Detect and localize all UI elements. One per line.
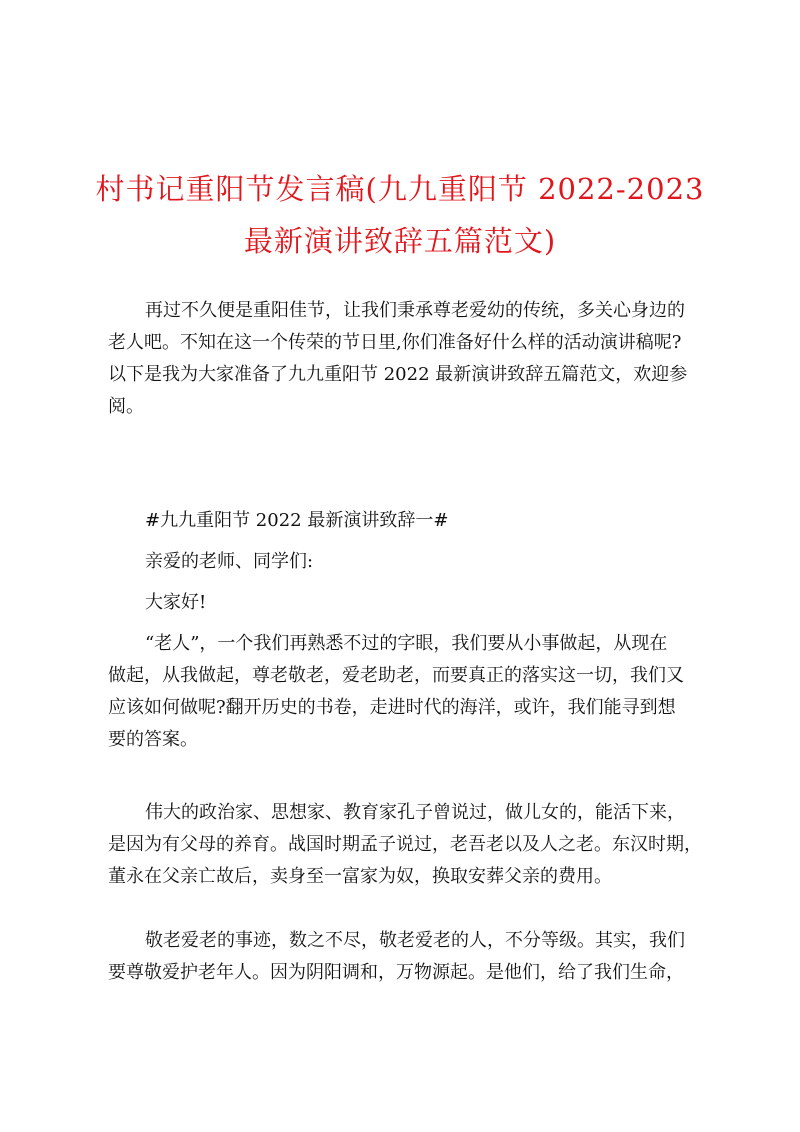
paragraph-1-line-3: 应该如何做呢?翻开历史的书卷，走进时代的海洋，或许，我们能寻到想 — [108, 697, 676, 718]
paragraph-1-line-2: 做起，从我做起，尊老敬老，爱老助老，而要真正的落实这一切，我们又 — [108, 665, 684, 686]
paragraph-2-line-2: 是因为有父母的养育。战国时期孟子说过，老吾老以及人之老。东汉时期， — [108, 834, 702, 855]
document-title-line-2: 最新演讲致辞五篇范文) — [243, 224, 557, 258]
paragraph-1-line-4: 要的答案。 — [108, 729, 198, 750]
paragraph-3 — [108, 925, 708, 989]
greeting: 大家好! — [145, 592, 207, 613]
paragraph-1-line-1: “老人”，一个我们再熟悉不过的字眼，我们要从小事做起，从现在 — [145, 633, 668, 654]
intro-paragraph — [108, 295, 708, 423]
paragraph-2-line-1: 伟大的政治家、思想家、教育家孔子曾说过，做儿女的，能活下来， — [145, 802, 685, 823]
intro-line-2: 老人吧。不知在这一个传荣的节日里,你们准备好什么样的活动演讲稿呢? — [108, 332, 682, 353]
section-heading-block — [108, 505, 708, 537]
intro-line-1: 再过不久便是重阳佳节，让我们秉承尊老爱幼的传统，多关心身边的 — [145, 300, 685, 321]
salutation: 亲爱的老师、同学们: — [145, 551, 314, 572]
paragraph-2-line-3: 董永在父亲亡故后，卖身至一富家为奴，换取安葬父亲的费用。 — [108, 866, 612, 887]
paragraph-3-line-2: 要尊敬爱护老年人。因为阴阳调和，万物源起。是他们，给了我们生命， — [108, 962, 684, 983]
intro-line-3: 以下是我为大家准备了九九重阳节 2022 最新演讲致辞五篇范文，欢迎参 — [108, 364, 688, 385]
section-heading: #九九重阳节 2022 最新演讲致辞一# — [145, 510, 449, 531]
paragraph-2 — [108, 797, 708, 893]
salutation-block — [108, 546, 708, 578]
greeting-block — [108, 587, 708, 619]
document-title-line-1: 村书记重阳节发言稿(九九重阳节 2022-2023 — [95, 172, 705, 206]
intro-line-4: 阅。 — [108, 396, 144, 417]
paragraph-3-line-1: 敬老爱老的事迹，数之不尽，敬老爱老的人，不分等级。其实，我们 — [145, 930, 685, 951]
paragraph-1 — [108, 628, 708, 756]
